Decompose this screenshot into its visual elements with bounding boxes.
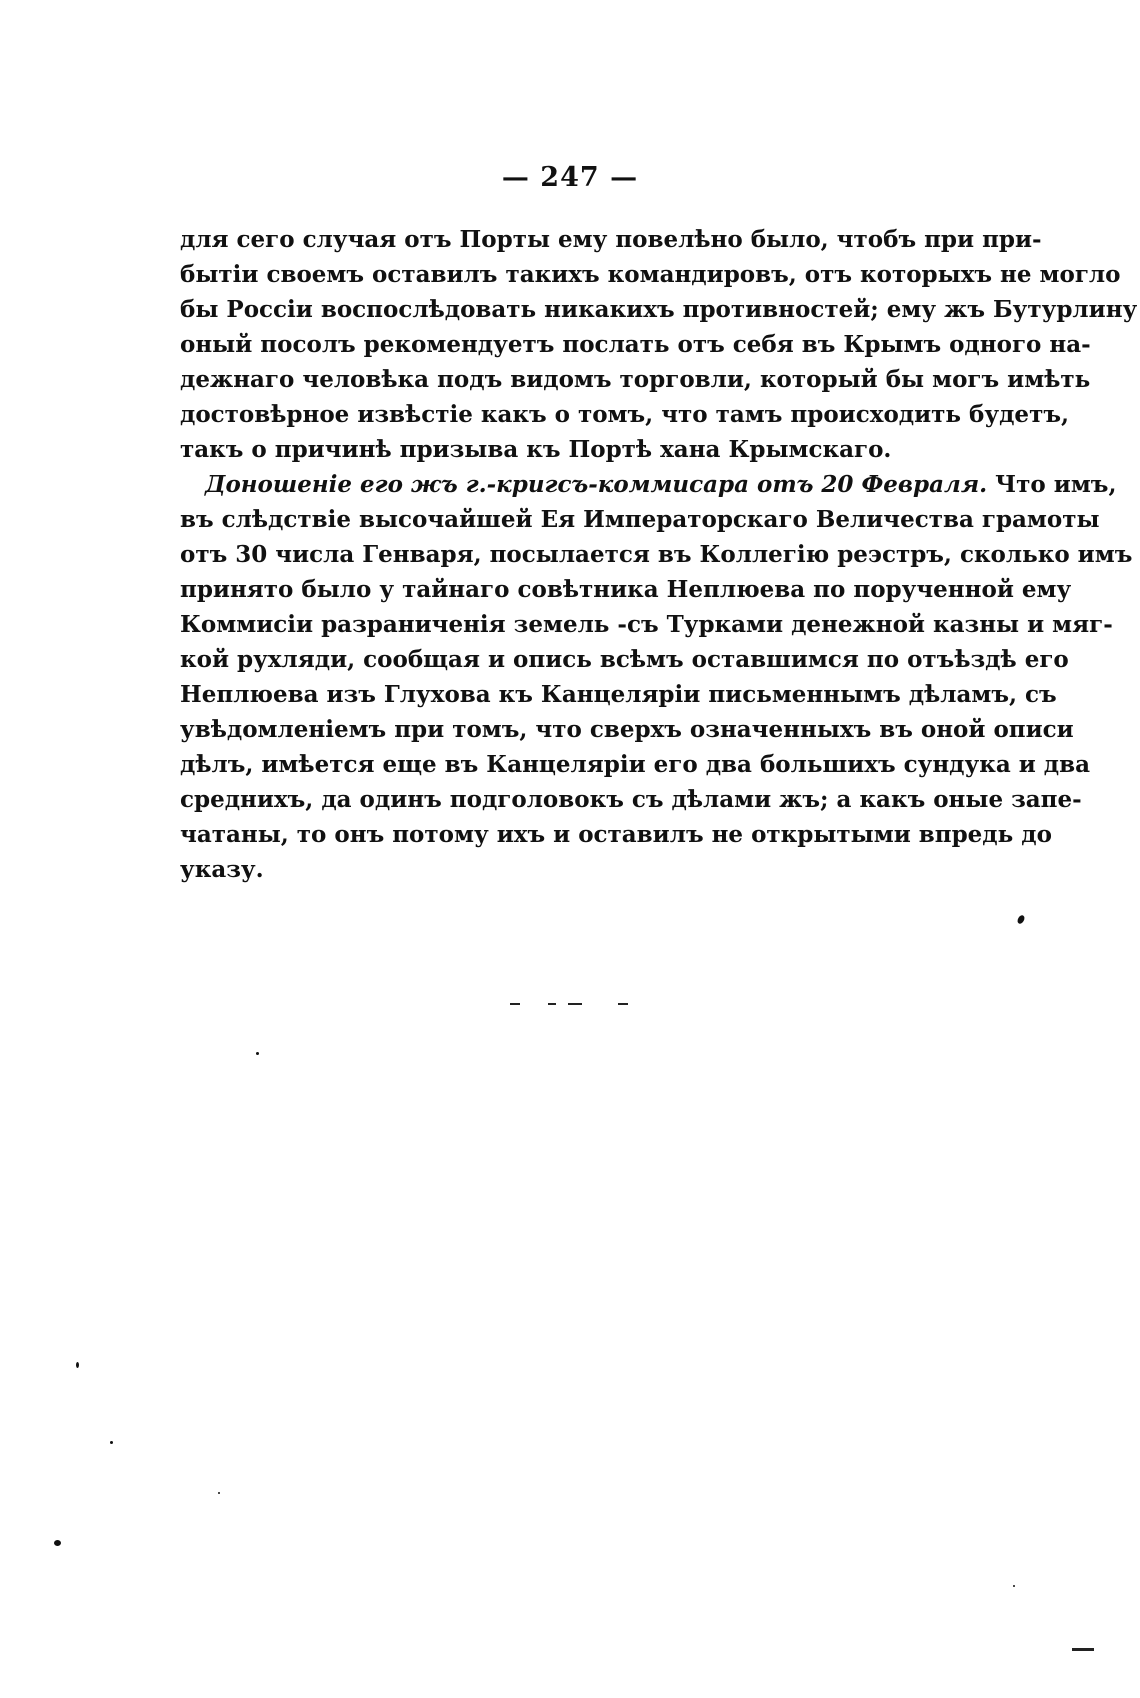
scan-artifact-speck bbox=[110, 1441, 113, 1444]
scan-artifact-speck bbox=[76, 1362, 79, 1368]
page-number: — 247 — bbox=[501, 162, 639, 193]
text-line: Коммисіи разраниченія земель -съ Турками денежной казны и мяг- bbox=[180, 611, 1113, 638]
text-line: среднихъ, да одинъ подголовокъ съ дѣлами жъ; а какъ оные запе- bbox=[180, 786, 1082, 813]
text-line: бытіи своемъ оставилъ такихъ командировъ, отъ которыхъ не могло bbox=[180, 261, 1121, 288]
text-line: для сего случая отъ Порты ему повелѣно было, чтобъ при при- bbox=[180, 226, 1042, 253]
text-line: отъ 30 числа Генваря, посылается въ Коллегію реэстръ, сколько имъ bbox=[180, 541, 1133, 568]
scan-artifact-speck bbox=[54, 1540, 61, 1546]
scan-artifact-dash bbox=[568, 1003, 582, 1005]
text-line: указу. bbox=[180, 856, 264, 883]
text-line: достовѣрное извѣстіе какъ о томъ, что тамъ происходить будетъ, bbox=[180, 401, 1069, 428]
text-line: бы Россіи воспослѣдовать никакихъ противностей; ему жъ Бутурлину bbox=[180, 296, 1138, 323]
heading-line-rest: Что имъ, bbox=[995, 471, 1117, 498]
text-line: кой рухляди, сообщая и опись всѣмъ оставшимся по отъѣздѣ его bbox=[180, 646, 1069, 673]
scan-artifact-dash bbox=[510, 1003, 520, 1005]
scan-artifact-dash bbox=[1072, 1648, 1094, 1651]
text-line: Неплюева изъ Глухова къ Канцеляріи письменнымъ дѣламъ, съ bbox=[180, 681, 1057, 708]
text-line: принято было у тайнаго совѣтника Неплюева по порученной ему bbox=[180, 576, 1072, 603]
scan-artifact-speck bbox=[1016, 914, 1026, 925]
text-line: дежнаго человѣка подъ видомъ торговли, который бы могъ имѣть bbox=[180, 366, 1091, 393]
scan-artifact-speck bbox=[218, 1492, 220, 1494]
text-line: дѣлъ, имѣется еще въ Канцеляріи его два большихъ сундука и два bbox=[180, 751, 1091, 778]
text-line: чатаны, то онъ потому ихъ и оставилъ не открытыми впредь до bbox=[180, 821, 1052, 848]
paragraph-heading: Доношеніе его жъ г.-кригсъ-коммисара отъ 20 Февраля. bbox=[205, 471, 988, 498]
body-text bbox=[180, 222, 1138, 887]
scan-artifact-speck bbox=[256, 1052, 259, 1055]
scan-artifact-speck bbox=[1013, 1585, 1015, 1587]
text-line: такъ о причинѣ призыва къ Портѣ хана Крымскаго. bbox=[180, 436, 892, 463]
text-line: увѣдомленіемъ при томъ, что сверхъ означенныхъ въ оной описи bbox=[180, 716, 1074, 743]
scan-artifact-dash bbox=[618, 1003, 628, 1005]
text-line: оный посолъ рекомендуетъ послать отъ себя въ Крымъ одного на- bbox=[180, 331, 1091, 358]
paragraph-heading-line bbox=[180, 467, 1117, 502]
text-line: въ слѣдствіе высочайшей Ея Императорскаго Величества грамоты bbox=[180, 506, 1100, 533]
scan-artifact-dash bbox=[548, 1003, 556, 1005]
